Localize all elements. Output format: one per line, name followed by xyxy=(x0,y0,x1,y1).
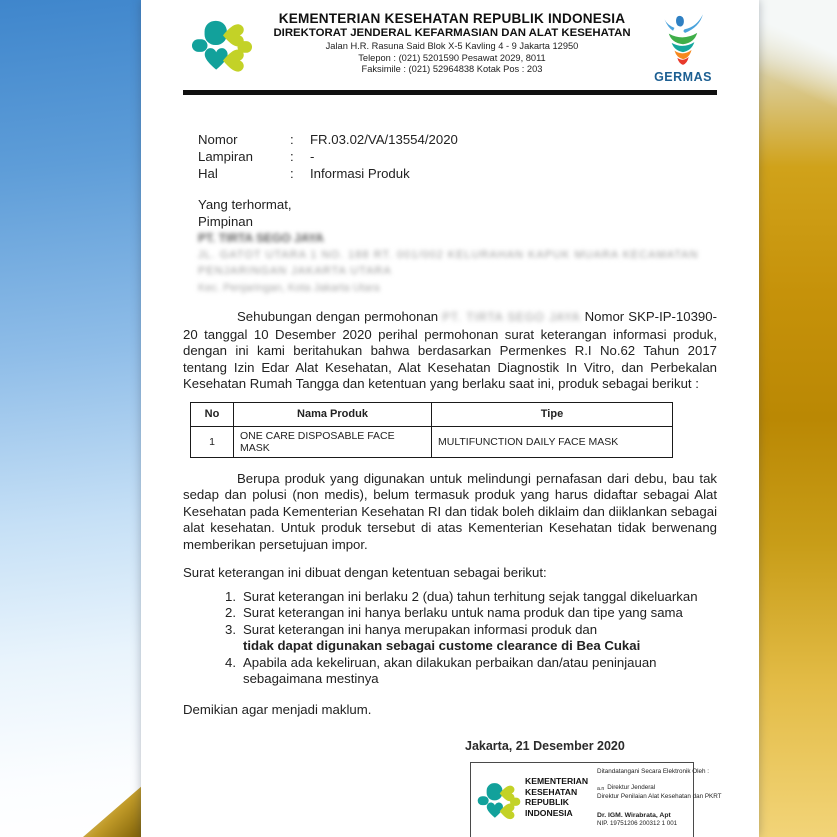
term-number: 2. xyxy=(225,605,236,621)
nomor-value: FR.03.02/VA/13554/2020 xyxy=(310,132,458,147)
terms-intro: Surat keterangan ini dibuat dengan ketentuan sebagai berikut: xyxy=(183,565,547,580)
meta-row-hal xyxy=(183,165,717,182)
stamp-ministry-name xyxy=(525,776,588,837)
colon: : xyxy=(290,166,294,181)
stamp-signature-details xyxy=(597,768,722,837)
table-header-row xyxy=(191,402,673,426)
cell-no: 1 xyxy=(191,426,234,457)
signer-role-1: Direktur Jenderal xyxy=(607,784,656,792)
colon: : xyxy=(290,132,294,147)
para1-text-before: Sehubungan dengan permohonan xyxy=(237,309,443,324)
redacted-inline-company: PT. TIRTA SEGO JAYA xyxy=(442,312,581,324)
letterhead-text xyxy=(253,9,651,76)
germas-label: GERMAS xyxy=(654,70,712,84)
term-text-normal: Surat keterangan ini hanya merupakan informasi produk dan xyxy=(243,621,598,637)
meta-row-lampiran xyxy=(183,148,717,165)
closing-line: Demikian agar menjadi maklum. xyxy=(183,702,372,718)
address-line: Jalan H.R. Rasuna Said Blok X-5 Kavling 4 - 9 Jakarta 12950 xyxy=(325,41,579,51)
recipient-role: Pimpinan xyxy=(198,213,253,229)
redacted-company-name: PT. TIRTA SEGO JAYA xyxy=(198,231,324,245)
redacted-address-line: JL. GATOT UTARA 1 NO. 188 RT. 001/002 KELURAHAN KAPUK MUARA KECAMATAN xyxy=(198,248,699,261)
fax-line: Faksimile : (021) 52964838 Kotak Pos : 203 xyxy=(361,64,543,74)
para1-text-after: Nomor SKP-IP-10390-20 tanggal 10 Desember 2020 perihal permohonan surat keterangan informasi produk, dengan ini kami beritahukan bahwa berdasarkan Permenkes R.I No.62 Tahun 2017 tentang Izin Edar Alat Kesehatan, Alat Kesehatan Diagnostik In Vitro, dan Perbekalan Kesehatan Rumah Tangga dan ketentuan yang berlaku saat ini, produk sebagai berikut : xyxy=(183,309,717,391)
stamp-ministry-line: KESEHATAN xyxy=(525,786,578,797)
signer-role-2: Direktur Penilaian Alat Kesehatan dan PKRT xyxy=(597,793,722,801)
term-number: 1. xyxy=(225,589,236,604)
meta-row-nomor xyxy=(183,131,717,148)
letterhead-divider xyxy=(183,90,717,95)
an-abbrev: a.n xyxy=(597,786,605,793)
list-item xyxy=(225,605,717,621)
kemenkes-logo-icon xyxy=(477,772,521,830)
table-row xyxy=(191,426,673,457)
term-number: 3. xyxy=(225,621,236,637)
hal-label: Hal xyxy=(198,166,218,181)
redacted-address-line: Kec. Penjaringan, Kota Jakarta Utara xyxy=(198,281,380,294)
hal-value: Informasi Produk xyxy=(310,166,410,181)
letter-meta xyxy=(183,131,717,182)
list-item xyxy=(225,622,717,655)
ministry-title: KEMENTERIAN KESEHATAN REPUBLIK INDONESIA xyxy=(278,11,626,26)
signer-role-row xyxy=(597,784,722,793)
esignature-stamp xyxy=(470,762,722,837)
germas-logo xyxy=(651,9,715,84)
paragraph-2: Berupa produk yang digunakan untuk melindungi pernafasan dari debu, bau tak sedap dan polusi (non medis), belum termasuk produk yang harus didaftar sebagai Alat Kesehatan pada Kementerian Kesehatan RI dan tidak boleh diklaim dan diiklankan sebagai alat kesehatan. Untuk produk tersebut di atas Kementerian Kesehatan tidak berwenang memberikan persetujuan impor. xyxy=(183,470,717,552)
recipient-block xyxy=(183,197,717,296)
backdrop-gold-gradient xyxy=(759,0,837,837)
product-table xyxy=(190,402,673,458)
term-text: Surat keterangan ini hanya berlaku untuk nama produk dan tipe yang sama xyxy=(243,605,683,621)
list-item xyxy=(225,589,717,605)
cell-nama-produk: ONE CARE DISPOSABLE FACE MASK xyxy=(234,426,432,457)
place-date-line: Jakarta, 21 Desember 2020 xyxy=(465,739,625,753)
germas-figure-icon xyxy=(657,13,709,67)
header-no: No xyxy=(191,402,234,426)
terms-list xyxy=(183,589,717,687)
paragraph-1 xyxy=(183,309,717,393)
stamp-ministry-line: KEMENTERIAN xyxy=(525,776,589,786)
term-text xyxy=(243,622,640,655)
colon: : xyxy=(290,149,294,164)
signer-nip: NIP. 19751206 200312 1 001 xyxy=(597,819,678,827)
directorate-title: DIREKTORAT JENDERAL KEFARMASIAN DAN ALAT KESEHATAN xyxy=(273,27,631,39)
header-tipe: Tipe xyxy=(432,402,673,426)
signer-name: Dr. IGM. Wirabrata, Apt xyxy=(597,811,671,819)
nomor-label: Nomor xyxy=(198,132,238,147)
cell-tipe: MULTIFUNCTION DAILY FACE MASK xyxy=(432,426,673,457)
list-item xyxy=(225,655,717,688)
stamp-ministry-line: REPUBLIK xyxy=(525,797,569,808)
lampiran-value: - xyxy=(310,149,315,164)
esign-title: Ditandatangani Secara Elektronik Oleh : xyxy=(597,768,710,775)
kemenkes-logo-icon xyxy=(191,9,253,83)
redacted-address-line: PENJARINGAN JAKARTA UTARA xyxy=(198,265,392,277)
header-nama-produk: Nama Produk xyxy=(234,402,432,426)
stamp-ministry-line: INDONESIA xyxy=(525,807,573,818)
term-text: Apabila ada kekeliruan, akan dilakukan perbaikan dan/atau peninjauan sebagaimana mestinya xyxy=(243,654,657,687)
letterhead xyxy=(183,0,717,84)
term-text-bold: tidak dapat digunakan sebagai custome clearance di Bea Cukai xyxy=(243,638,641,654)
letterhead-address xyxy=(253,41,651,76)
phone-line: Telepon : (021) 5201590 Pesawat 2029, 8011 xyxy=(358,52,546,63)
lampiran-label: Lampiran xyxy=(198,149,253,164)
letter-page xyxy=(141,0,759,837)
term-text: Surat keterangan ini berlaku 2 (dua) tahun terhitung sejak tanggal dikeluarkan xyxy=(243,589,698,604)
backdrop-blue-gradient xyxy=(0,0,143,837)
salutation: Yang terhormat, xyxy=(198,197,292,212)
term-number: 4. xyxy=(225,654,236,670)
